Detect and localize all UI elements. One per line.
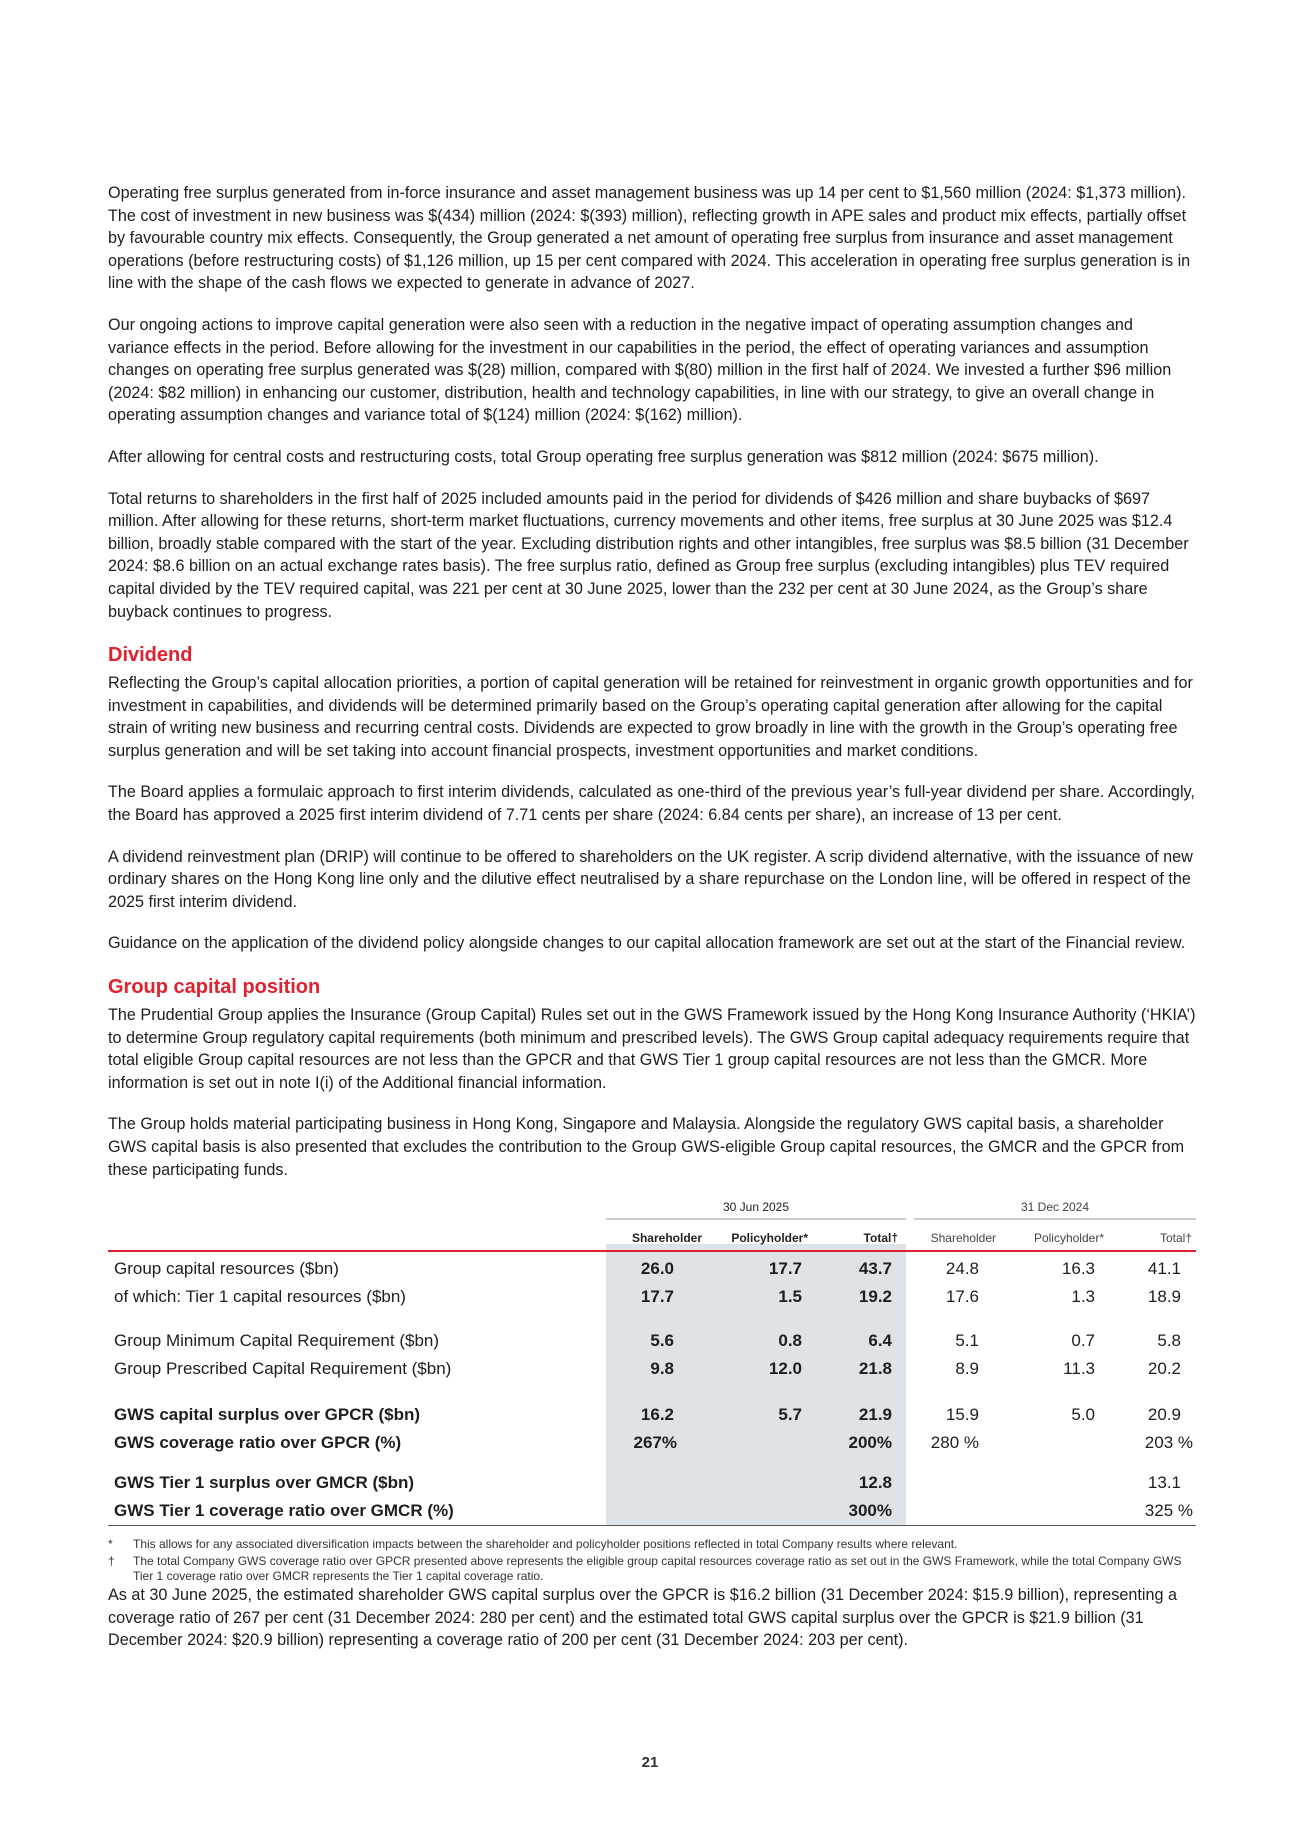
- page-number: 21: [641, 1754, 659, 1771]
- cell: 18.9: [1147, 1287, 1181, 1307]
- footnote-text: This allows for any associated diversification impacts between the shareholder and policyholder positions reflected in total Company results where relevant.: [133, 1537, 958, 1552]
- table-bottom-rule: [108, 1525, 1196, 1526]
- cell: 21.8: [858, 1359, 892, 1379]
- paragraph: Operating free surplus generated from in-force insurance and asset management business was up 14 per cent to $1,560 million (2024: $1,373 million). The cost of investment in new business was $(434) million (2024: $(393) million), reflecting growth in APE sales and product mix effects, partially offset by favourable country mix effects. Consequently, the Group generated a net amount of operating free surplus from insurance and asset management operations (before restructuring costs) of $1,126 million, up 15 per cent compared with 2024. This acceleration in operating free surplus generation is in line with the shape of the cash flows we expected to generate in advance of 2027.: [108, 184, 1191, 293]
- cell: 9.8: [650, 1359, 674, 1379]
- cell: 21.9: [858, 1405, 892, 1425]
- paragraph: The Group holds material participating business in Hong Kong, Singapore and Malaysia. Alongside the regulatory GWS capital basis, a shareholder GWS capital basis is also presented that excludes the contribution to the Group GWS-eligible Group capital resources, the GMCR and the GPCR from these participating funds.: [108, 1115, 1185, 1179]
- footnote-text: The total Company GWS coverage ratio over GPCR presented above represents the eligible group capital resources coverage ratio as set out in the GWS Framework, while the total Company GWS Tier 1 coverage ratio over GMCR represents the Tier 1 capital coverage ratio.: [133, 1554, 1182, 1584]
- cell: 300%: [848, 1501, 892, 1521]
- capital-heading: Group capital position: [108, 976, 321, 999]
- paragraph: As at 30 June 2025, the estimated shareholder GWS capital surplus over the GPCR is $16.2 billion (31 December 2024: $15.9 billion), representing a coverage ratio of 267 per cent (31 December 2024: 280 per cent) and the estimated total GWS capital surplus over the GPCR is $21.9 billion (31 December 2024: $20.9 billion) representing a coverage ratio of 200 per cent (31 December 2024: 203 per cent).: [108, 1586, 1177, 1650]
- table-row: [108, 1430, 1196, 1456]
- cell: 17.7: [640, 1287, 674, 1307]
- cell: 11.3: [1063, 1359, 1095, 1379]
- cell: 19.2: [858, 1287, 892, 1307]
- cell: 267%: [633, 1433, 677, 1453]
- cell: 26.0: [640, 1259, 674, 1279]
- cell: 1.3: [1071, 1287, 1095, 1307]
- table-row: [108, 1256, 1196, 1282]
- col-header: Policyholder*: [731, 1231, 808, 1246]
- paragraph: Reflecting the Group’s capital allocation priorities, a portion of capital generation will be retained for reinvestment in organic growth opportunities and for investment in capabilities, and dividends will be determined primarily based on the Group’s operating capital generation after allowing for the capital strain of writing new business and recurring central costs. Dividends are expected to grow broadly in line with the growth in the Group’s operating free surplus generation and will be set taking into account financial prospects, investment opportunities and market conditions.: [108, 674, 1193, 760]
- cell: 24.8: [945, 1259, 979, 1279]
- table-row: [108, 1402, 1196, 1428]
- footnote: [108, 1537, 1196, 1552]
- cell: 5.0: [1071, 1405, 1095, 1425]
- cell: 13.1: [1147, 1473, 1181, 1493]
- period-current-header: 30 Jun 2025: [722, 1200, 790, 1215]
- row-label: GWS coverage ratio over GPCR (%): [114, 1433, 402, 1453]
- col-header: Shareholder: [930, 1231, 996, 1246]
- cell: 6.4: [868, 1331, 892, 1351]
- cell: 280 %: [930, 1433, 979, 1453]
- header-divider: [606, 1218, 906, 1220]
- cell: 0.8: [778, 1331, 802, 1351]
- cell: 8.9: [955, 1359, 979, 1379]
- dividend-heading: Dividend: [108, 644, 193, 667]
- paragraph: Total returns to shareholders in the first half of 2025 included amounts paid in the period for dividends of $426 million and share buybacks of $697 million. After allowing for these returns, short-term market fluctuations, currency movements and other items, free surplus at 30 June 2025 was $12.4 billion, broadly stable compared with the start of the year. Excluding distribution rights and other intangibles, free surplus was $8.5 billion (31 December 2024: $8.6 billion on an actual exchange rates basis). The free surplus ratio, defined as Group free surplus (excluding intangibles) plus TEV required capital divided by the TEV required capital, was 221 per cent at 30 June 2025, lower than the 232 per cent at 30 June 2024, as the Group’s share buyback continues to progress.: [108, 489, 1189, 621]
- cell: 12.8: [858, 1473, 892, 1493]
- paragraph: The Board applies a formulaic approach to first interim dividends, calculated as one-third of the previous year’s full-year dividend per share. Accordingly, the Board has approved a 2025 first interim dividend of 7.71 cents per share (2024: 6.84 cents per share), an increase of 13 per cent.: [108, 783, 1195, 825]
- col-header: Shareholder: [631, 1231, 702, 1246]
- table-row: [108, 1356, 1196, 1382]
- cell: 5.6: [650, 1331, 674, 1351]
- cell: 5.8: [1157, 1331, 1181, 1351]
- footnote-symbol: *: [108, 1537, 113, 1552]
- row-label: Group Minimum Capital Requirement ($bn): [114, 1331, 440, 1351]
- period-prior-header: 31 Dec 2024: [1020, 1200, 1090, 1215]
- col-header: Total†: [863, 1231, 898, 1246]
- cell: 17.6: [945, 1287, 979, 1307]
- row-label: GWS capital surplus over GPCR ($bn): [114, 1405, 421, 1425]
- cell: 0.7: [1071, 1331, 1095, 1351]
- cell: 325 %: [1144, 1501, 1193, 1521]
- row-label: GWS Tier 1 coverage ratio over GMCR (%): [114, 1501, 454, 1521]
- header-divider: [914, 1218, 1196, 1220]
- cell: 17.7: [768, 1259, 802, 1279]
- col-header: Total†: [1159, 1231, 1192, 1246]
- header-rule: [108, 1250, 1196, 1252]
- cell: 41.1: [1147, 1259, 1181, 1279]
- paragraph: The Prudential Group applies the Insurance (Group Capital) Rules set out in the GWS Framework issued by the Hong Kong Insurance Authority (‘HKIA’) to determine Group regulatory capital requirements (both minimum and prescribed levels). The GWS Group capital adequacy requirements require that total eligible Group capital resources are not less than the GPCR and that GWS Tier 1 group capital resources are not less than the GMCR. More information is set out in note I(i) of the Additional financial information.: [108, 1006, 1196, 1092]
- paragraph: After allowing for central costs and restructuring costs, total Group operating free surplus generation was $812 million (2024: $675 million).: [108, 447, 1099, 466]
- paragraph: Guidance on the application of the dividend policy alongside changes to our capital allocation framework are set out at the start of the Financial review.: [108, 934, 1186, 953]
- footnote-symbol: †: [108, 1554, 115, 1569]
- cell: 16.3: [1061, 1259, 1095, 1279]
- footnote: [108, 1554, 1196, 1584]
- cell: 43.7: [858, 1259, 892, 1279]
- row-label: Group capital resources ($bn): [114, 1259, 339, 1279]
- cell: 203 %: [1144, 1433, 1193, 1453]
- cell: 5.7: [778, 1405, 802, 1425]
- cell: 20.2: [1147, 1359, 1181, 1379]
- table-row: [108, 1284, 1196, 1310]
- capital-table: [108, 1200, 1196, 1525]
- table-row: [108, 1328, 1196, 1354]
- table-row: [108, 1470, 1196, 1496]
- row-label: GWS Tier 1 surplus over GMCR ($bn): [114, 1473, 415, 1493]
- cell: 15.9: [945, 1405, 979, 1425]
- row-label: Group Prescribed Capital Requirement ($bn): [114, 1359, 452, 1379]
- page-content: [108, 182, 1196, 1671]
- cell: 5.1: [955, 1331, 979, 1351]
- cell: 1.5: [778, 1287, 802, 1307]
- cell: 12.0: [768, 1359, 802, 1379]
- cell: 200%: [848, 1433, 892, 1453]
- table-row: [108, 1498, 1196, 1524]
- col-header: Policyholder*: [1033, 1231, 1104, 1246]
- cell: 16.2: [640, 1405, 674, 1425]
- cell: 20.9: [1147, 1405, 1181, 1425]
- row-label: of which: Tier 1 capital resources ($bn): [114, 1287, 406, 1307]
- paragraph: Our ongoing actions to improve capital generation were also seen with a reduction in the negative impact of operating assumption changes and variance effects in the period. Before allowing for the investment in our capabilities in the period, the effect of operating variances and assumption changes on operating free surplus generated was $(28) million, compared with $(80) million in the first half of 2024. We invested a further $96 million (2024: $82 million) in enhancing our customer, distribution, health and technology capabilities, in line with our strategy, to give an overall change in operating assumption changes and variance total of $(124) million (2024: $(162) million).: [108, 315, 1172, 425]
- paragraph: A dividend reinvestment plan (DRIP) will continue to be offered to shareholders on the UK register. A scrip dividend alternative, with the issuance of new ordinary shares on the Hong Kong line only and the dilutive effect neutralised by a share repurchase on the London line, will be offered in respect of the 2025 first interim dividend.: [108, 847, 1193, 911]
